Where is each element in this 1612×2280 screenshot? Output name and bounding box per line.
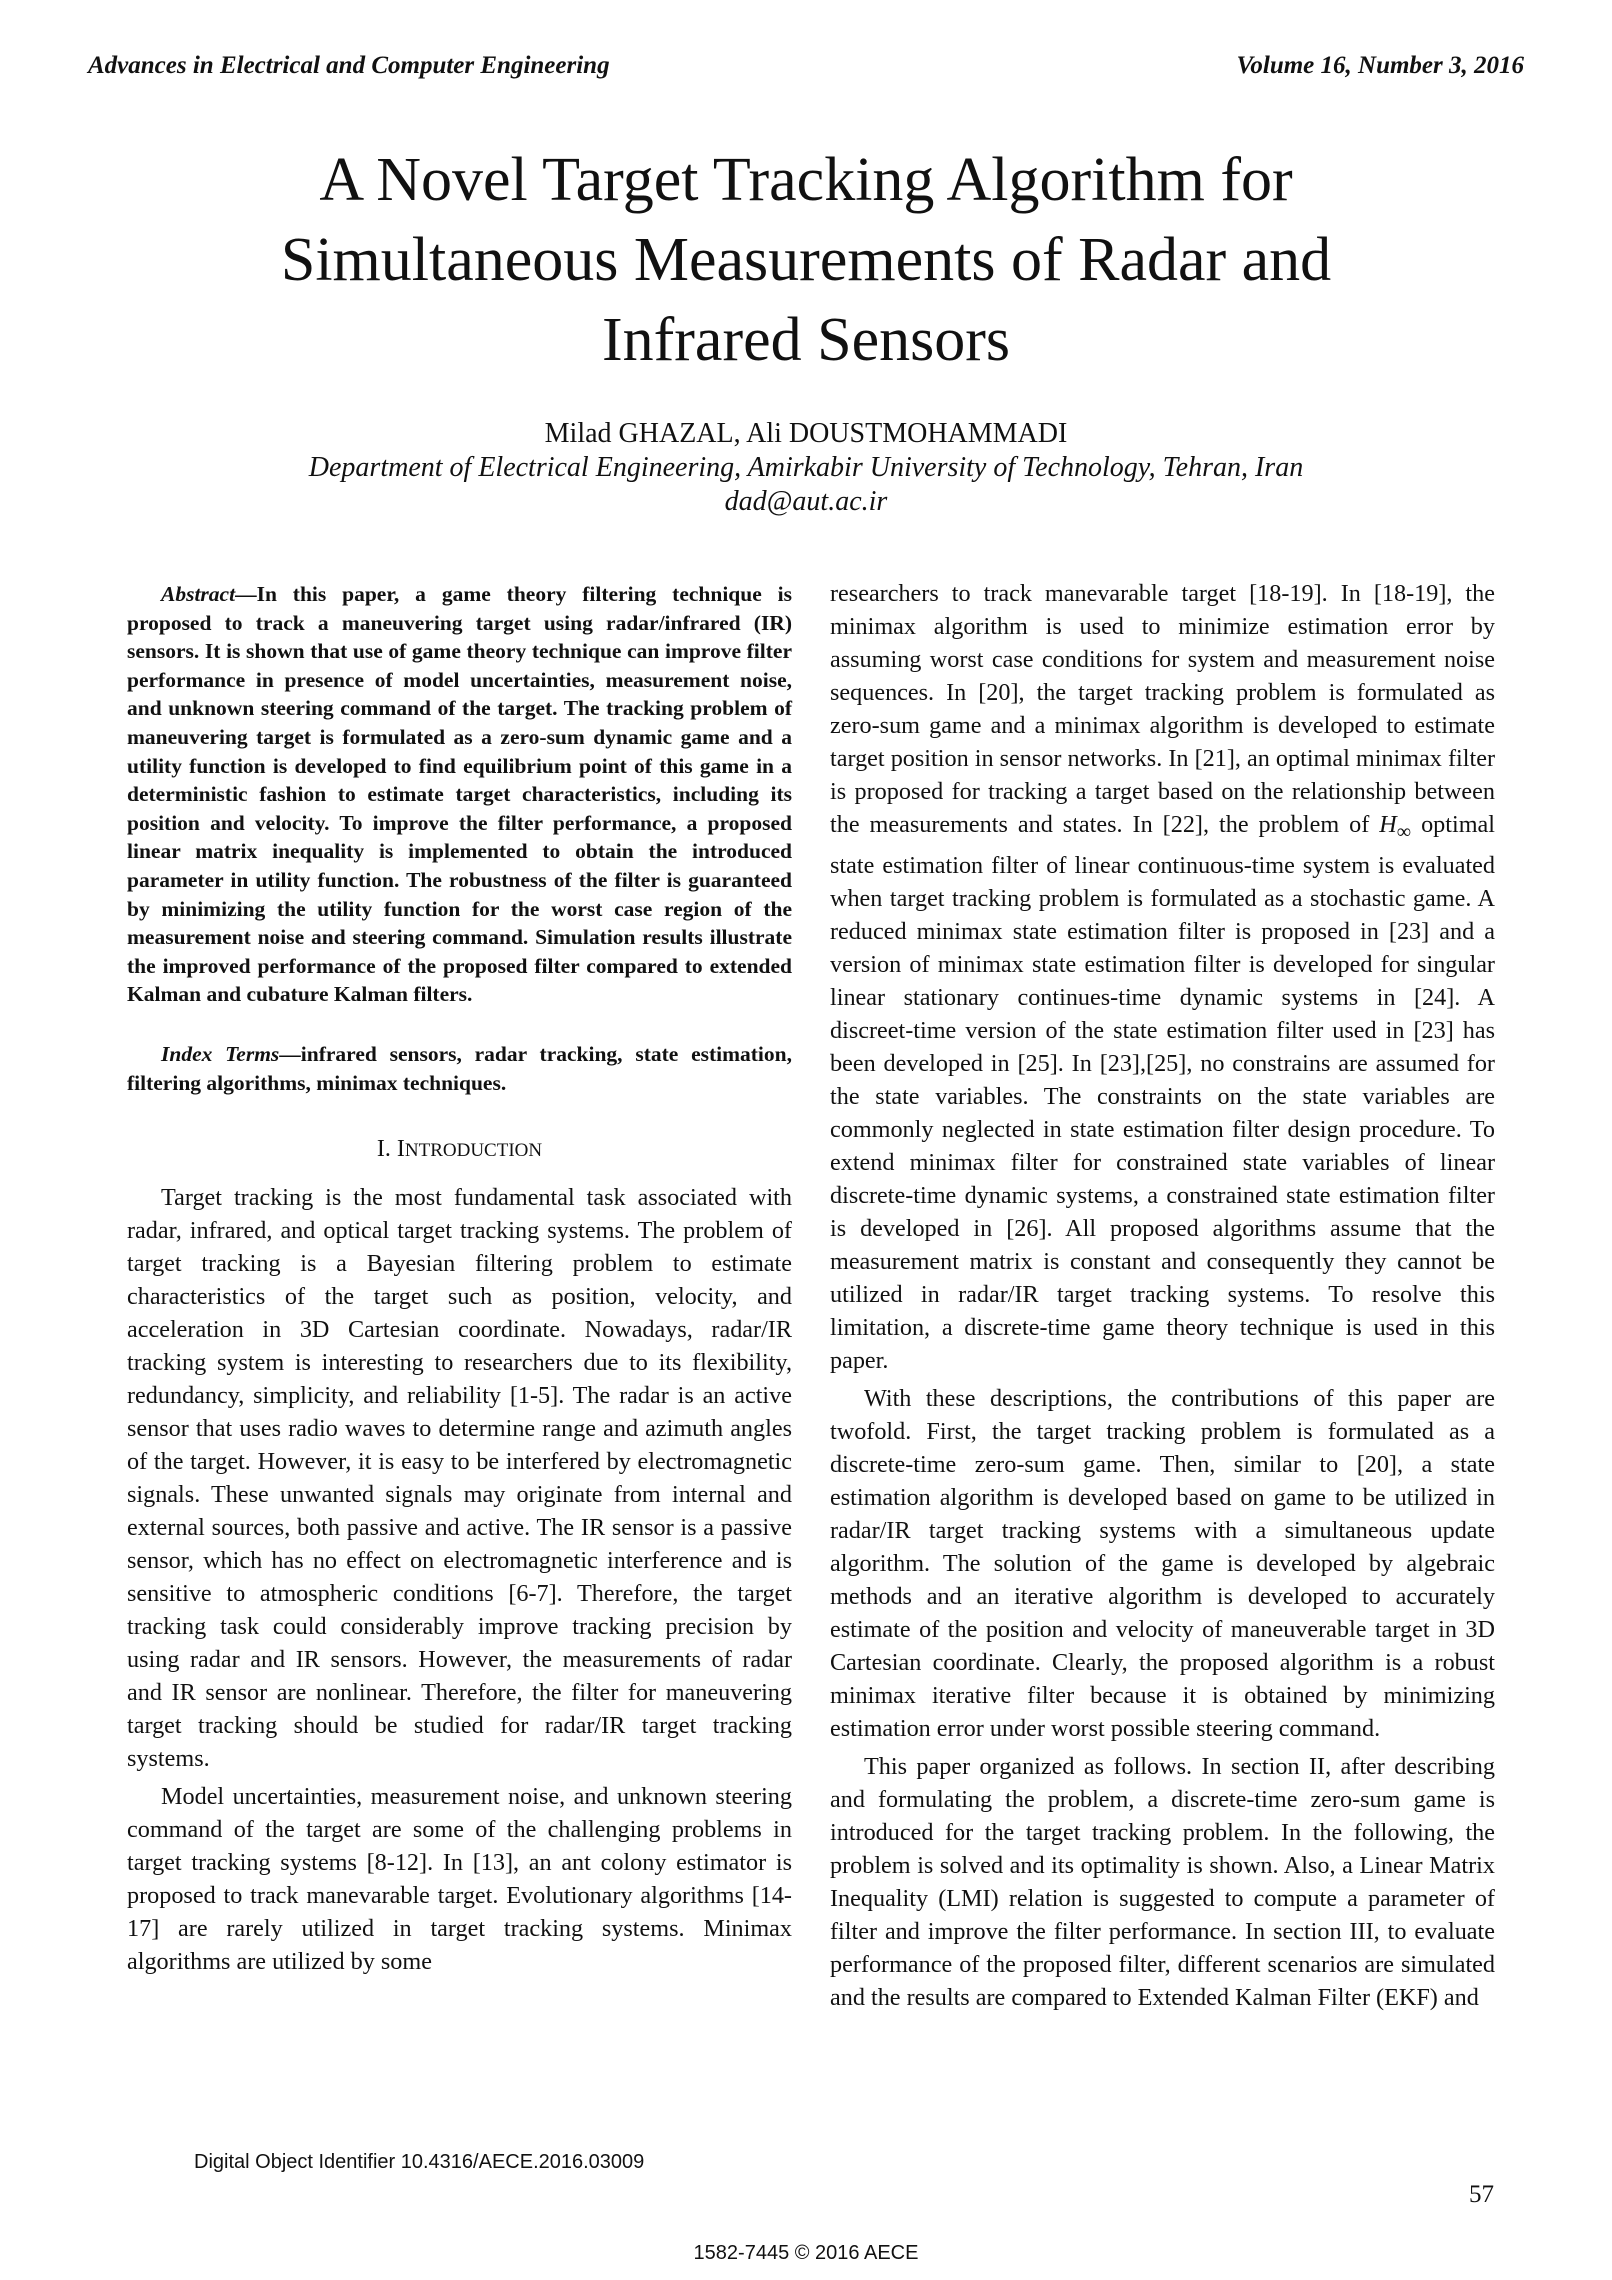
title-line-3: Infrared Sensors [601, 306, 1011, 374]
journal-name: Advances in Electrical and Computer Engineering [88, 52, 610, 79]
issn-copyright: 1582-7445 © 2016 AECE [693, 2242, 919, 2264]
abstract-lead: Abstract [161, 582, 236, 606]
h-infinity-subscript: ∞ [1396, 820, 1412, 843]
h-infinity-symbol: H [1379, 811, 1397, 838]
running-header [88, 52, 1524, 82]
abstract [127, 580, 792, 1009]
intro-paragraph-2-continued [830, 577, 1495, 1377]
page-number: 57 [1469, 2181, 1494, 2208]
index-terms-lead: Index Terms [161, 1041, 280, 1066]
title-line-2: Simultaneous Measurements of Radar and [280, 226, 1332, 294]
volume-info: Volume 16, Number 3, 2016 [1236, 52, 1524, 79]
author-list: Milad GHAZAL, Ali DOUSTMOHAMMADI [544, 418, 1068, 449]
paper-title [160, 140, 1452, 380]
intro-paragraph-1: Target tracking is the most fundamental task associated with radar, infrared, and optical target tracking systems. The problem of target tracking is a Bayesian filtering problem to estimate characteristics of the target such as position, velocity, and acceleration in 3D Cartesian coordinate. Nowadays, radar/IR tracking system is interesting to researchers due to its flexibility, redundancy, simplicity, and reliability [1-5]. The radar is an active sensor that uses radio waves to determine range and azimuth angles of the target. However, it is easy to be interfered by electromagnetic signals. These unwanted signals may originate from internal and external sources, both passive and active. The IR sensor is a passive sensor, which has no effect on electromagnetic interference and is sensitive to atmospheric conditions [6-7]. Therefore, the target tracking task could considerably improve tracking precision by using radar and IR sensors. However, the measurements of radar and IR sensor are nonlinear. Therefore, the filter for maneuvering target tracking should be studied for radar/IR target tracking systems. [127, 1184, 792, 1773]
doi-footer: Digital Object Identifier 10.4316/AECE.2016.03009 [194, 2151, 645, 2173]
paragraph-text-part-a: researchers to track manevarable target [18-19]. In [18-19], the minimax algorithm is used to minimize estimation error by assuming worst case conditions for system and measurement noise sequences. In [20], the target tracking problem is formulated as zero-sum game and a minimax algorithm is developed to estimate target position in sensor networks. In [21], an optimal minimax filter is proposed for tracking a target based on the relationship between the measurements and states. In [22], the problem of [830, 580, 1495, 838]
intro-paragraph-2: Model uncertainties, measurement noise, and unknown steering command of the target are some of the challenging problems in target tracking systems [8-12]. In [13], an ant colony estimator is proposed to track manevarable target. Evolutionary algorithms [14-17] are rarely utilized in target tracking systems. Minimax algorithms are utilized by some [127, 1783, 792, 1976]
section-heading-introduction [127, 1135, 792, 1165]
abstract-text: —In this paper, a game theory filtering technique is proposed to track a maneuvering target using radar/infrared (IR) sensors. It is shown that use of game theory technique can improve filter performance in presence of model uncertainties, measurement noise, and unknown steering command of the target. The tracking problem of maneuvering target is formulated as a zero-sum dynamic game and a utility function is developed to find equilibrium point of this game in a deterministic fashion to estimate target characteristics, including its position and velocity. To improve the filter performance, a proposed linear matrix inequality is implemented to obtain the introduced parameter in utility function. The robustness of the filter is guaranteed by minimizing the utility function for the worst case region of the measurement noise and steering command. Simulation results illustrate the improved performance of the proposed filter compared to extended Kalman and cubature Kalman filters. [127, 582, 792, 1007]
index-terms-text: —infrared sensors, radar tracking, state estimation, filtering algorithms, minimax techniques. [127, 1041, 792, 1095]
right-column [830, 577, 1495, 2014]
affiliation: Department of Electrical Engineering, Amirkabir University of Technology, Tehran, Iran [308, 452, 1304, 483]
title-line-1: A Novel Target Tracking Algorithm for [319, 146, 1293, 214]
author-email: dad@aut.ac.ir [724, 486, 888, 517]
left-column [127, 580, 792, 1978]
organization-paragraph: This paper organized as follows. In section II, after describing and formulating the problem, a discrete-time zero-sum game is introduced for the target tracking problem. In the following, the problem is solved and its optimality is shown. Also, a Linear Matrix Inequality (LMI) relation is suggested to compute a parameter of filter and improve the filter performance. In section III, to evaluate performance of the proposed filter, different scenarios are simulated and the results are compared to Extended Kalman Filter (EKF) and [830, 1752, 1495, 2011]
index-terms [127, 1040, 792, 1097]
section-title-rest: NTRODUCTION [404, 1140, 543, 1162]
paragraph-text-part-b: optimal state estimation filter of linear continuous-time system is evaluated when target tracking problem is formulated as a stochastic game. A reduced minimax state estimation filter is proposed in [23] and a version of minimax state estimation filter is developed for singular linear stationary continues-time dynamic systems in [24]. A discreet-time version of the state estimation filter used in [23] has been developed in [25]. In [23],[25], no constrains are assumed for the state variables. The constraints on the state variables are commonly neglected in state estimation filter design procedure. To extend minimax filter for constrained state variables of linear discrete-time dynamic systems, a constrained state estimation filter is developed in [26]. All proposed algorithms assume that the measurement matrix is constant and consequently they cannot be utilized in radar/IR target tracking systems. To resolve this limitation, a discrete-time game theory technique is used in this paper. [830, 811, 1495, 1374]
section-title-initial: I [396, 1136, 405, 1163]
section-number: I. [376, 1136, 397, 1163]
contributions-paragraph: With these descriptions, the contributions of this paper are twofold. First, the target tracking problem is formulated as a discrete-time zero-sum game. Then, similar to [20], a state estimation algorithm is developed based on game to be utilized in radar/IR target tracking systems with a simultaneous update algorithm. The solution of the game is developed by algebraic methods and an iterative algorithm is developed to accurately estimate of the position and velocity of maneuverable target in 3D Cartesian coordinate. Clearly, the proposed algorithm is a robust minimax iterative filter because it is obtained by minimizing estimation error under worst possible steering command. [830, 1384, 1495, 1742]
